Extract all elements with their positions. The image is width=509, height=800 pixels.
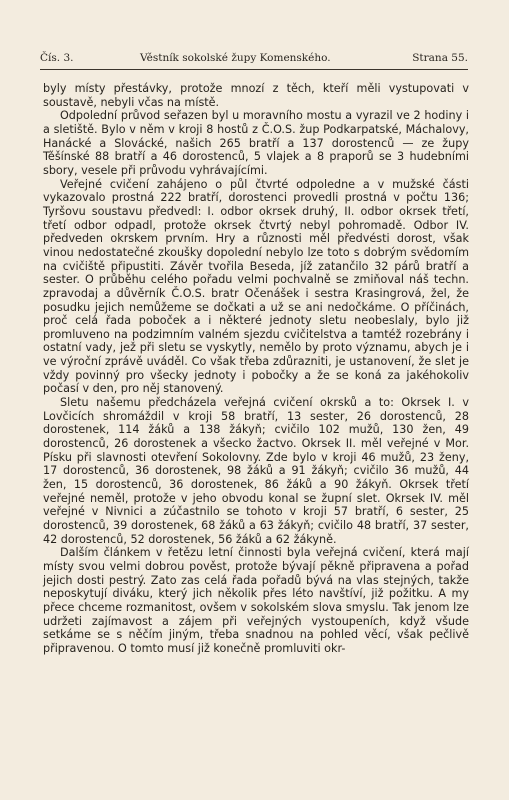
article-body	[43, 82, 469, 656]
paragraph-continuation: byly místy přestávky, protože mnozí z těch, kteří měli vystupovati v soustavě, nebyli včas na místě.	[43, 82, 469, 109]
paragraph-public-exercise: Veřejné cvičení zahájeno o půl čtvrté odpoledne a v mužské části vykazovalo prostná 222 bratří, dorostenci provedli prostná v počtu 136; Tyršovu soustavu předvedl: I. odbor okrsek druhý, II. odbor okrsek třetí, třetí odbor odpadl, protože okrsek čtvrtý nebyl pohromadě. Odbor IV. předveden okrskem prvním. Hry a různosti měl předvésti dorost, však vinou nedostatečné zkoušky dopolední nebylo lze toto s dobrým svědomím na cvičiště připustiti. Závěr tvořila Beseda, jíž zatančilo 32 párů bratří a sester. O průběhu celého pořadu velmi pochvalně se zmiňoval náš techn. zpravodaj a důvěrník Č.O.S. bratr Očenášek i sestra Krasingrová, žel, že posudku jejich nemůžeme se dočkati a už se ani nedočkáme. O příčinách, proč celá řada poboček a i některé jednoty sletu neobeslaly, bylo již promluveno na podzimním valném sjezdu cvičitelstva a tamtéž rozebrány i ostatní vady, jež při sletu se vyskytly, nemělo by proto významu, abych je i ve výroční zprávě uváděl. Co však třeba zdůrazniti, je ustanovení, že slet je vždy povinný pro všecky jednoty i pobočky a že se koná za jakéhokoliv počasí v den, pro něj stanovený.	[43, 177, 469, 396]
header-divider	[40, 69, 468, 70]
journal-title: Věstník sokolské župy Komenského.	[140, 52, 331, 64]
issue-number: Čís. 3.	[40, 52, 74, 64]
paragraph-summer-activity: Dalším článkem v řetězu letní činnosti byla veřejná cvičení, která mají místy svou velmi dobrou pověst, protože bývají pěkně připravena a pořad jejich dosti pestrý. Zato zas celá řada pořadů bývá na vlas stejných, takže neposkytují diváku, který jich několik přes léto navštíví, již požitku. A my přece chceme rozmanitost, ovšem v sokolském slova smyslu. Tak jenom lze udržeti zajímavost a zájem při veřejných vystoupeních, když všude setkáme se s něčím jiným, třeba snadnou na pohled věcí, však pečlivě připravenou. O tomto musí již konečně promluviti okr-	[43, 546, 469, 655]
paragraph-district-exercises: Sletu našemu předcházela veřejná cvičení okrsků a to: Okrsek I. v Lovčicích shromáždil v kroji 58 bratří, 13 sester, 26 dorostenců, 28 dorostenek, 114 žáků a 138 žákyň; cvičilo 102 mužů, 130 žen, 49 dorostenců, 26 dorostenek a všecko žactvo. Okrsek II. měl veřejné v Mor. Písku při slavnosti otevření Sokolovny. Zde bylo v kroji 46 mužů, 23 ženy, 17 dorostenců, 36 dorostenek, 98 žáků a 91 žákyň; cvičilo 36 mužů, 44 žen, 15 dorostenců, 36 dorostenek, 86 žáků a 90 žákyň. Okrsek třetí veřejné neměl, protože v jeho obvodu konal se župní slet. Okrsek IV. měl veřejné v Nivnici a zúčastnilo se tohoto v kroji 57 bratří, 6 sester, 25 dorostenců, 39 dorostenek, 68 žáků a 63 žákyň; cvičilo 48 bratří, 37 sester, 42 dorostenců, 52 dorostenek, 56 žáků a 62 žákyně.	[43, 396, 469, 546]
running-header	[40, 52, 468, 68]
page-number: Strana 55.	[412, 52, 468, 64]
paragraph-procession: Odpolední průvod seřazen byl u moravního mostu a vyrazil ve 2 hodiny i a sletiště. Bylo v něm v kroji 8 hostů z Č.O.S. žup Podkarpatské, Máchalovy, Hanácké a Slovácké, našich 265 bratří a 137 dorostenců — ze župy Těšínské 88 bratří a 46 dorostenců, 5 vlajek a 8 praporů se 3 hudebními sbory, vesele při průvodu vyhrávajícími.	[43, 109, 469, 177]
